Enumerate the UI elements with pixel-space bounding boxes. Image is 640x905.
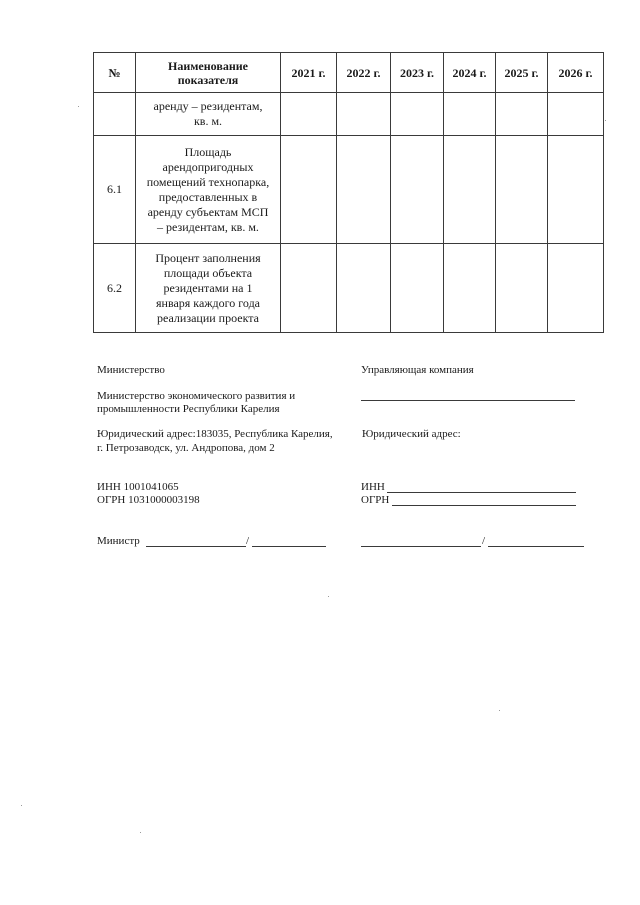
minister-signature-line — [146, 546, 246, 547]
row-name-cell — [136, 93, 281, 136]
row-name-line: Площадь — [184, 144, 232, 159]
scan-speck — [499, 710, 500, 711]
table-row — [94, 136, 604, 244]
row-name-line: аренду субъектам МСП — [147, 204, 269, 219]
table-header-row — [94, 53, 604, 93]
ministry-ogrn: ОГРН 1031000003198 — [97, 494, 200, 506]
header-year-2024: 2024 г. — [444, 53, 496, 93]
scan-speck — [78, 106, 79, 107]
value-cell — [337, 93, 391, 136]
row-name-line: предоставленных в — [158, 189, 258, 204]
header-indicator-name — [136, 53, 281, 93]
signature-slash: / — [246, 535, 250, 547]
row-name-line: Процент заполнения — [155, 250, 261, 265]
ministry-inn: ИНН 1001041065 — [97, 481, 179, 493]
value-cell — [281, 136, 337, 244]
scan-speck — [21, 805, 22, 806]
minister-signature-label: Министр — [97, 535, 140, 547]
row-name-cell — [136, 136, 281, 244]
row-name-line: кв. м. — [193, 114, 223, 128]
ministry-heading: Министерство — [97, 364, 165, 376]
company-name-signature-line — [488, 546, 584, 547]
row-name-line: – резидентам, кв. м. — [157, 219, 259, 234]
row-name-line: помещений технопарка, — [146, 174, 270, 189]
value-cell — [337, 244, 391, 333]
table-row — [94, 244, 604, 333]
value-cell — [391, 136, 444, 244]
value-cell — [444, 136, 496, 244]
company-inn-line — [387, 492, 576, 493]
indicators-table — [93, 52, 604, 333]
scan-speck — [605, 120, 606, 121]
scan-speck — [328, 596, 329, 597]
header-year-2026: 2026 г. — [548, 53, 604, 93]
header-year-2023: 2023 г. — [391, 53, 444, 93]
value-cell — [548, 93, 604, 136]
company-ogrn-label: ОГРН — [361, 494, 390, 506]
header-name-line: Наименование — [168, 58, 248, 73]
company-heading: Управляющая компания — [361, 364, 474, 376]
row-name-line: января каждого года — [156, 295, 260, 310]
value-cell — [548, 244, 604, 333]
company-signature-line — [361, 546, 481, 547]
ministry-name-line: промышленности Республики Карелия — [97, 403, 280, 415]
value-cell — [391, 244, 444, 333]
row-number-cell: 6.1 — [94, 136, 136, 244]
ministry-name-line: Министерство экономического развития и — [97, 390, 296, 402]
value-cell — [444, 244, 496, 333]
value-cell — [281, 93, 337, 136]
minister-name-line — [252, 546, 326, 547]
row-number-cell — [94, 93, 136, 136]
value-cell — [496, 244, 548, 333]
header-year-2022: 2022 г. — [337, 53, 391, 93]
row-name-line: арендопригодных — [162, 159, 254, 174]
company-ogrn-line — [392, 505, 576, 506]
row-name-cell — [136, 244, 281, 333]
value-cell — [444, 93, 496, 136]
header-name-line: показателя — [177, 72, 239, 87]
row-name-line: реализации проекта — [157, 310, 259, 325]
ministry-address-line: Юридический адрес:183035, Республика Карелия, — [97, 428, 333, 440]
table-row — [94, 93, 604, 136]
value-cell — [496, 93, 548, 136]
scan-speck — [140, 832, 141, 833]
value-cell — [337, 136, 391, 244]
ministry-address-line: г. Петрозаводск, ул. Андропова, дом 2 — [97, 442, 275, 454]
header-year-2025: 2025 г. — [496, 53, 548, 93]
row-name-line: площади объекта — [163, 265, 253, 280]
company-name-line — [361, 400, 575, 401]
value-cell — [391, 93, 444, 136]
company-inn-label: ИНН — [361, 481, 385, 493]
value-cell — [281, 244, 337, 333]
header-number: № — [94, 53, 136, 93]
company-address-label: Юридический адрес: — [362, 428, 461, 440]
header-year-2021: 2021 г. — [281, 53, 337, 93]
value-cell — [548, 136, 604, 244]
row-name-line: резидентами на 1 — [163, 280, 253, 295]
row-name-line: аренду – резидентам, — [153, 99, 263, 113]
row-number-cell: 6.2 — [94, 244, 136, 333]
signature-slash: / — [482, 535, 486, 547]
value-cell — [496, 136, 548, 244]
